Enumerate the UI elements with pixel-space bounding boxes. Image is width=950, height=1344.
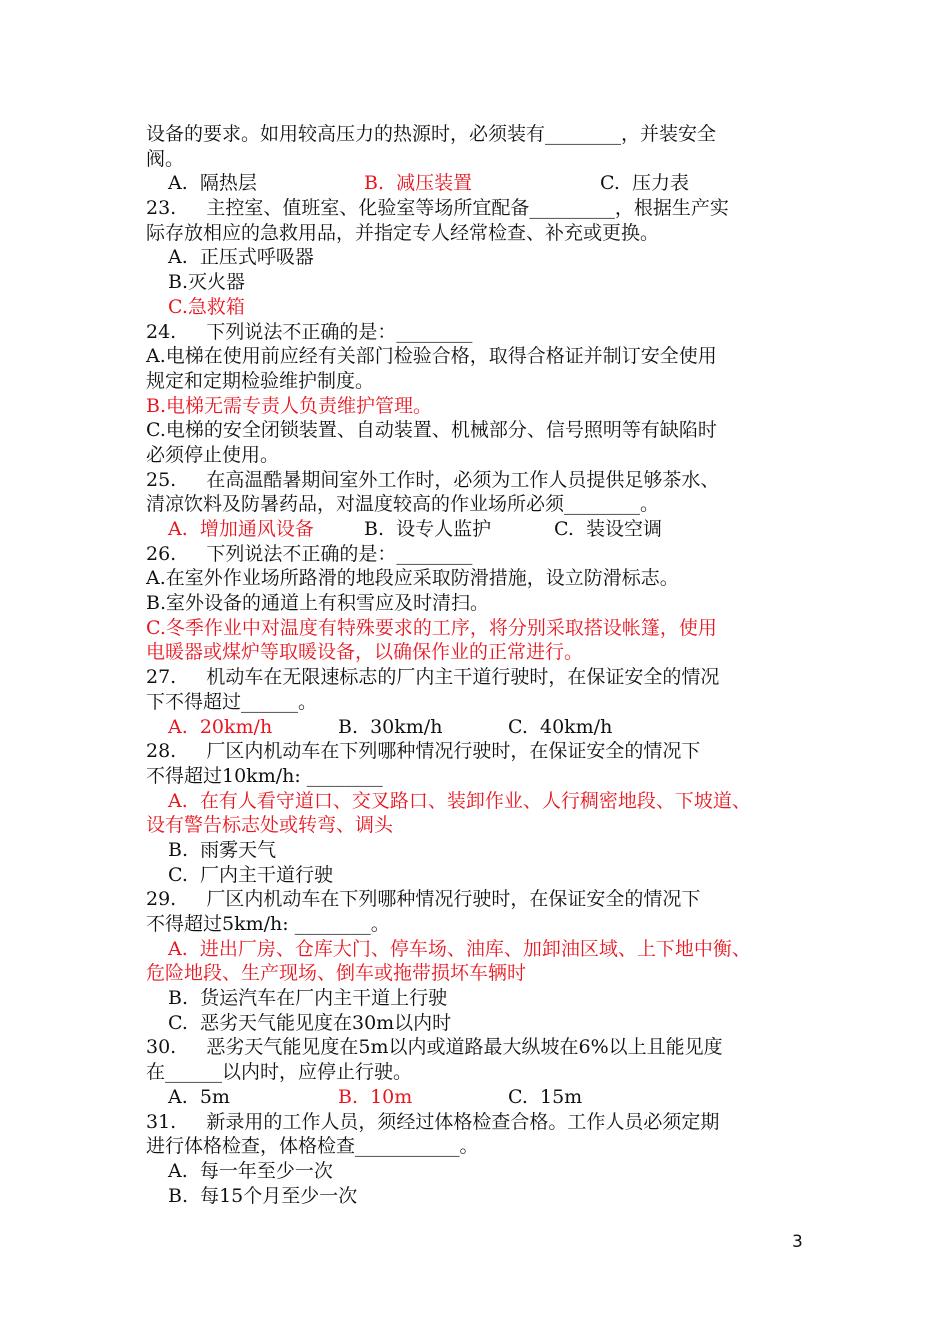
question-23: 23. 主控室、值班室、化验室等场所宜配备_________，根据生产实 — [146, 197, 729, 220]
option-c: C. 恶劣天气能见度在30m以内时 — [168, 1011, 452, 1034]
option-a: A.在室外作业场所路滑的地段应采取防滑措施，设立防滑标志。 — [146, 567, 679, 590]
question-30: 30. 恶劣天气能见度在5m以内或道路最大纵坡在6%以上且能见度 — [146, 1036, 723, 1059]
text-line: 在______以内时，应停止行驶。 — [146, 1061, 413, 1084]
question-text — [146, 122, 810, 1208]
option-b-answer: B.电梯无需专责人负责维护管理。 — [146, 394, 433, 417]
text-line: 不得超过5km/h: ________。 — [146, 913, 390, 935]
option-b: B. 雨雾天气 — [168, 838, 277, 861]
question-28: 28. 厂区内机动车在下列哪种情况行驶时，在保证安全的情况下 — [146, 740, 701, 763]
option-c-answer: C.急救箱 — [168, 295, 245, 318]
question-25: 25. 在高温酷暑期间室外工作时，必须为工作人员提供足够茶水、 — [146, 468, 720, 491]
option-a-answer: A. 增加通风设备 — [168, 518, 314, 540]
text-line: 进行体格检查，体格检查___________。 — [146, 1135, 479, 1158]
option-row — [146, 171, 810, 196]
text-line: 不得超过10km/h: ________ — [146, 764, 383, 787]
option-row — [146, 517, 810, 542]
text-line: 必须停止使用。 — [146, 443, 280, 466]
text-line: 电暖器或煤炉等取暖设备，以确保作业的正常进行。 — [146, 641, 584, 664]
option-c: C. 压力表 — [600, 172, 689, 195]
option-a: A. 正压式呼吸器 — [168, 246, 314, 269]
option-c: C. 厂内主干道行驶 — [168, 863, 333, 886]
option-b: B. 每15个月至少一次 — [168, 1184, 358, 1207]
text-line: 设有警告标志处或转弯、调头 — [146, 814, 394, 837]
question-27: 27. 机动车在无限速标志的厂内主干道行驶时，在保证安全的情况 — [146, 666, 720, 689]
text-line: 际存放相应的急救用品，并指定专人经常检查、补充或更换。 — [146, 221, 660, 244]
question-31: 31. 新录用的工作人员，须经过体格检查合格。工作人员必须定期 — [146, 1110, 720, 1133]
text-line: 设备的要求。如用较高压力的热源时，必须装有________，并装安全 — [146, 123, 717, 145]
option-c: C. 40km/h — [508, 715, 613, 738]
question-26: 26. 下列说法不正确的是：________ — [146, 542, 473, 565]
text-line: 下不得超过______。 — [146, 690, 318, 713]
option-c: C. 15m — [508, 1085, 583, 1108]
text-line: 阀。 — [146, 147, 185, 170]
option-b: B. 设专人监护 — [364, 518, 492, 540]
option-a: A. 隔热层 — [168, 172, 257, 195]
text-line: 规定和定期检验维护制度。 — [146, 369, 375, 392]
option-a-answer: A. 进出厂房、仓库大门、停车场、油库、加卸油区域、上下地中衡、 — [168, 937, 751, 960]
option-c-answer: C.冬季作业中对温度有特殊要求的工序，将分别采取搭设帐篷，使用 — [146, 616, 717, 639]
option-a: A. 5m — [168, 1085, 230, 1108]
option-b: B. 30km/h — [338, 715, 443, 738]
option-a: A. 每一年至少一次 — [168, 1159, 333, 1182]
option-c: C.电梯的安全闭锁装置、自动装置、机械部分、信号照明等有缺陷时 — [146, 419, 717, 442]
option-b-answer: B. 10m — [338, 1085, 413, 1108]
text-line: 清凉饮料及防暑药品，对温度较高的作业场所必须________。 — [146, 493, 660, 516]
option-b: B.室外设备的通道上有积雪应及时清扫。 — [146, 592, 490, 615]
option-a-answer: A. 在有人看守道口、交叉路口、装卸作业、人行稠密地段、下坡道、 — [168, 789, 751, 812]
option-row — [146, 1085, 810, 1110]
option-b-answer: B. 减压装置 — [364, 172, 473, 195]
option-a: A.电梯在使用前应经有关部门检验合格，取得合格证并制订安全使用 — [146, 345, 717, 368]
question-24: 24. 下列说法不正确的是：________ — [146, 320, 473, 343]
page-number: 3 — [792, 1232, 803, 1252]
option-b: B. 货运汽车在厂内主干道上行驶 — [168, 987, 448, 1010]
option-a-answer: A. 20km/h — [168, 715, 273, 738]
question-29: 29. 厂区内机动车在下列哪种情况行驶时，在保证安全的情况下 — [146, 888, 701, 911]
option-row — [146, 715, 810, 740]
option-c: C. 装设空调 — [554, 518, 662, 540]
text-line: 危险地段、生产现场、倒车或拖带损坏车辆时 — [146, 962, 527, 985]
option-b: B.灭火器 — [168, 271, 246, 294]
